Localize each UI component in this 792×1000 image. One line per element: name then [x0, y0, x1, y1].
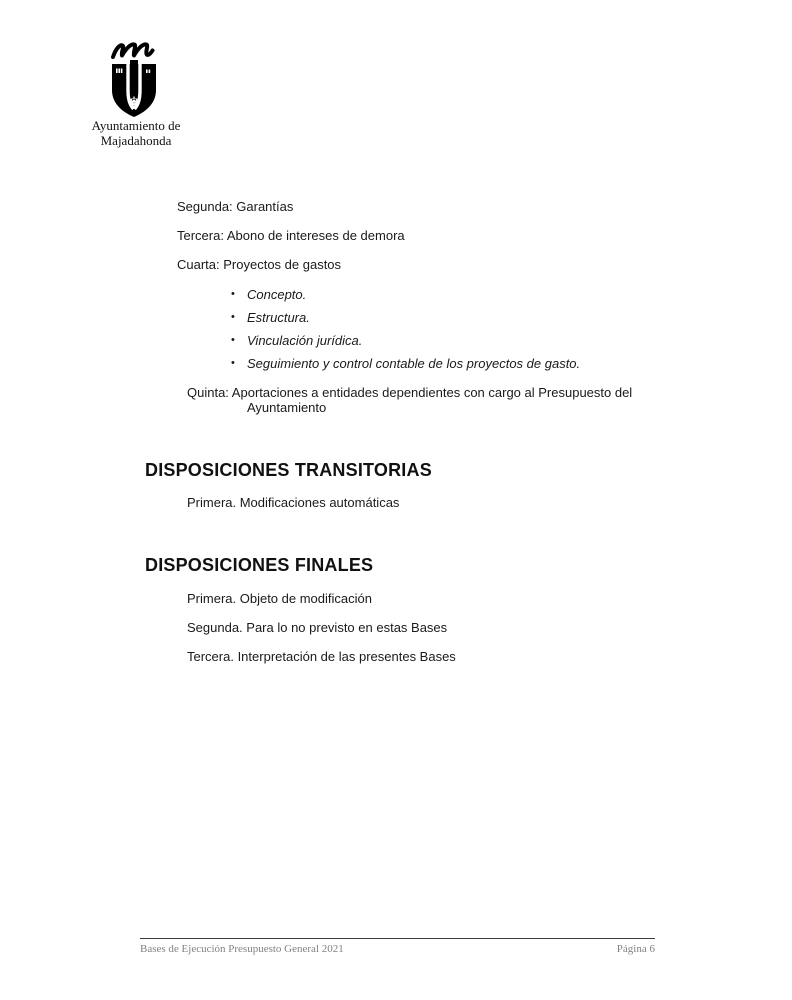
logo-caption-line1: Ayuntamiento de	[91, 118, 181, 133]
bullet-item	[231, 357, 580, 370]
toc-item-segunda: Segunda: Garantías	[177, 199, 294, 214]
bullet-icon: •	[231, 334, 235, 346]
bullet-item	[231, 311, 580, 324]
bullet-item-label: Estructura.	[247, 310, 310, 325]
section-item: Primera. Objeto de modificación	[187, 591, 372, 606]
logo-caption-line2: Majadahonda	[100, 133, 172, 148]
section-item: Segunda. Para lo no previsto en estas Bases	[187, 620, 448, 635]
toc-item-quinta-line2: Ayuntamiento	[247, 399, 327, 415]
toc-item-quinta	[187, 386, 632, 415]
section-item: Primera. Modificaciones automáticas	[187, 495, 400, 510]
bullet-icon: •	[231, 311, 235, 323]
bullet-icon: •	[231, 357, 235, 369]
logo-caption	[70, 118, 202, 148]
footer-document-title: Bases de Ejecución Presupuesto General 2021	[140, 943, 344, 955]
page-footer	[140, 943, 655, 956]
section-items-transitorias	[187, 496, 399, 525]
toc-list	[177, 200, 405, 287]
toc-item-cuarta: Cuarta: Proyectos de gastos	[177, 257, 342, 272]
bullet-item-label: Seguimiento y control contable de los proyectos de gasto.	[247, 356, 581, 371]
toc-item-tercera: Tercera: Abono de intereses de demora	[177, 228, 405, 243]
bullet-list	[231, 288, 580, 380]
toc-item-quinta-line1: Quinta: Aportaciones a entidades dependientes con cargo al Presupuesto del	[187, 385, 633, 400]
bullet-item	[231, 288, 580, 301]
section-title-disposiciones-finales: DISPOSICIONES FINALES	[145, 555, 374, 575]
bullet-item-label: Vinculación jurídica.	[247, 333, 363, 348]
section-items-finales	[187, 592, 456, 679]
bullet-item	[231, 334, 580, 347]
bullet-icon: •	[231, 288, 235, 300]
section-title-disposiciones-transitorias: DISPOSICIONES TRANSITORIAS	[145, 460, 432, 480]
bullet-item-label: Concepto.	[247, 287, 307, 302]
section-item: Tercera. Interpretación de las presentes Bases	[187, 649, 456, 664]
majadahonda-coat-of-arms-icon	[106, 40, 162, 118]
footer-page-number: Página 6	[616, 943, 655, 955]
footer-rule	[140, 938, 655, 939]
